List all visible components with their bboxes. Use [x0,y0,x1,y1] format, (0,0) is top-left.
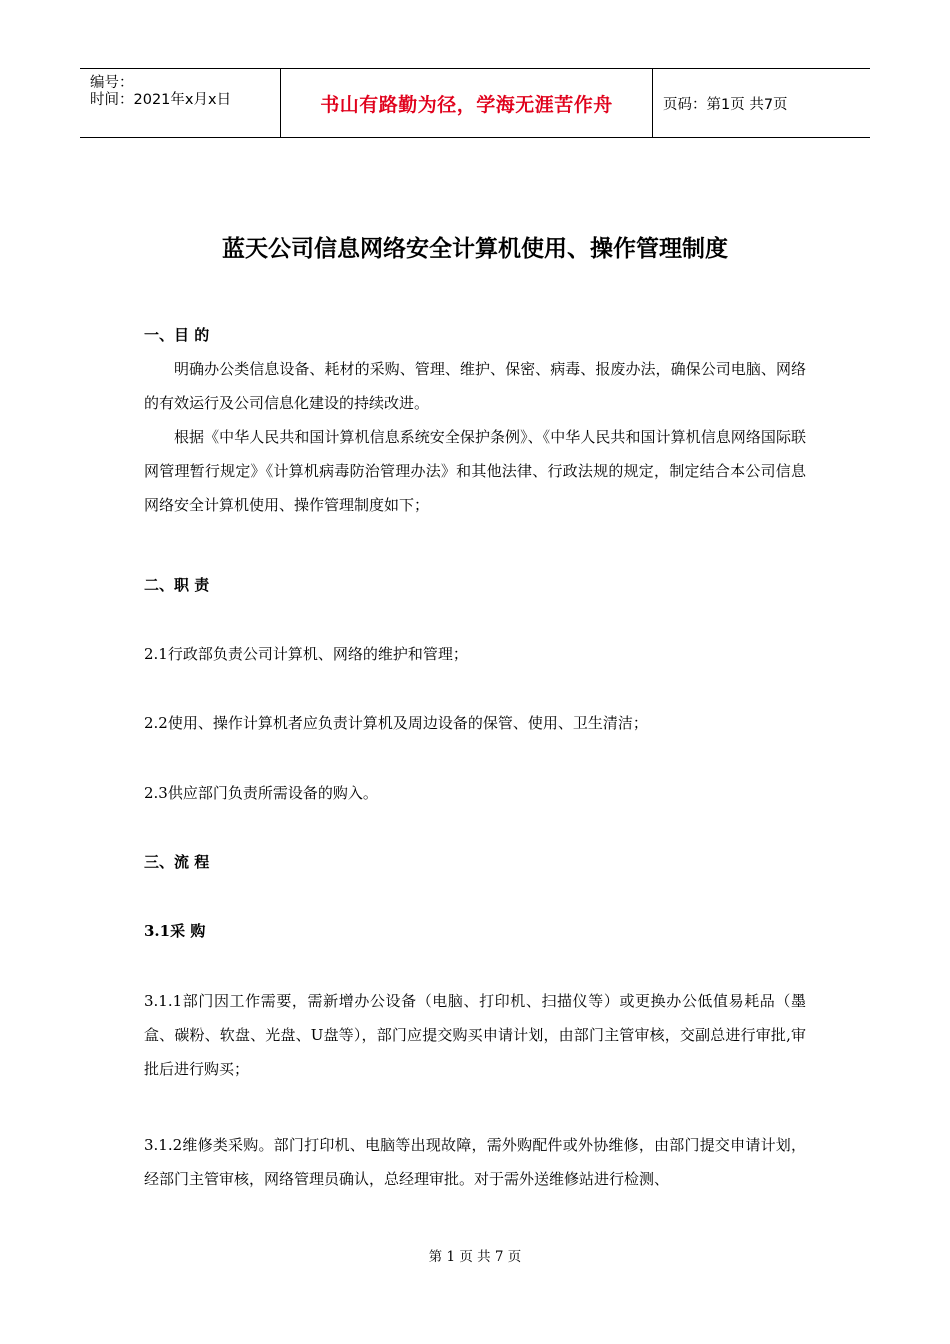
document-title: 蓝天公司信息网络安全计算机使用、操作管理制度 [222,236,728,262]
duty-item-2: 2.2使用、操作计算机者应负责计算机及周边设备的保管、使用、卫生清洁； [144,714,648,732]
duty-item-1: 2.1行政部负责公司计算机、网络的维护和管理； [144,645,468,663]
page-footer: 第 1 页 共 7 页 [428,1249,522,1265]
header-meta [80,69,280,137]
number-label: 编号： [90,75,134,91]
time-label: 时间：2021年x月x日 [90,92,232,108]
section-1-paragraph-1: 明确办公类信息设备、耗材的采购、管理、维护、保密、病毒、报废办法，确保公司电脑、网络的有效运行及公司信息化建设的持续改进。 [144,360,806,412]
clause-3-1-2: 3.1.2维修类采购。部门打印机、电脑等出现故障，需外购配件或外协维修，由部门提交申请计划，经部门主管审核，网络管理员确认，总经理审批。对于需外送维修站进行检测、 [144,1136,806,1188]
clause-3-1-1-wrap [144,984,806,1086]
section-2-heading [144,568,806,602]
subsection-3-1-title: 3.1采 购 [144,922,206,940]
subsection-3-1-heading [144,914,806,948]
section-2-title: 二、职 责 [144,576,210,594]
header-table [80,68,870,138]
page-info: 页码：第1页 共7页 [663,96,788,113]
header-motto-cell [280,69,653,137]
duty-item-3: 2.3供应部门负责所需设备的购入。 [144,784,378,802]
section-1-heading: 一、目 的 [144,326,210,344]
section-3-title: 三、流 程 [144,853,210,871]
motto-text: 书山有路勤为径，学海无涯苦作舟 [320,93,613,116]
clause-3-1-2-wrap [144,1128,806,1196]
section-3-heading [144,845,806,879]
section-1 [144,318,806,522]
section-1-paragraph-2: 根据《中华人民共和国计算机信息系统安全保护条例》、《中华人民共和国计算机信息网络国际联网管理暂行规定》《计算机病毒防治管理办法》和其他法律、行政法规的规定，制定结合本公司信息网络安全计算机使用、操作管理制度如下； [144,428,806,514]
clause-3-1-1: 3.1.1部门因工作需要，需新增办公设备（电脑、打印机、扫描仪等）或更换办公低值易耗品（墨盒、碳粉、软盘、光盘、U盘等），部门应提交购买申请计划，由部门主管审核，交副总进行审批,审批后进行购买； [144,992,806,1078]
